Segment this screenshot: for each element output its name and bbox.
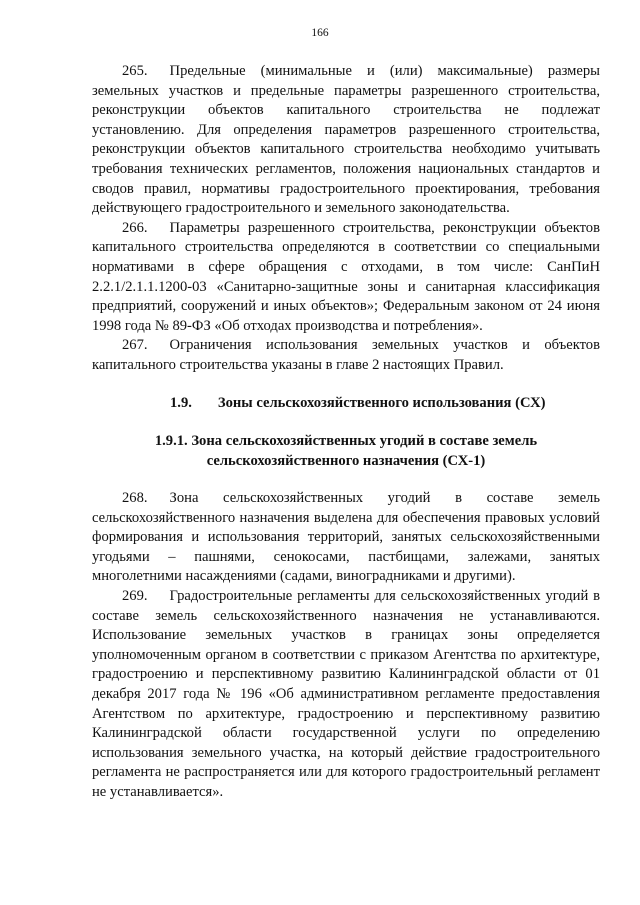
paragraph-number: 268. <box>122 490 148 507</box>
paragraph-268 <box>92 489 600 587</box>
page-number: 166 <box>311 27 329 39</box>
section-heading <box>92 394 600 414</box>
document-body <box>92 62 600 803</box>
paragraph-text: Ограничения использования земельных участков и объектов капитального строительства указаны в главе 2 настоящих Правил. <box>92 337 600 373</box>
paragraph-text: Зона сельскохозяйственных угодий в составе земель сельскохозяйственного назначения выделена для обеспечения правовых условий формирования и использования территорий, занятых сельскохозяйственными угодьями – пашнями, сенокосами, пастбищами, залежами, занятых многолетними насаждениями (садами, виноградниками и другими). <box>92 490 600 585</box>
section-number: 1.9. <box>170 394 192 411</box>
section-title: Зоны сельскохозяйственного использования (СХ) <box>217 394 546 411</box>
paragraph-number: 266. <box>122 219 148 236</box>
paragraph-number: 269. <box>122 588 148 605</box>
subsection-title-line-2: сельскохозяйственного назначения (СХ-1) <box>206 453 486 470</box>
paragraph-265 <box>92 62 600 219</box>
paragraph-267 <box>92 336 600 375</box>
paragraph-269 <box>92 587 600 803</box>
paragraph-number: 265. <box>122 63 148 79</box>
paragraph-number: 267. <box>122 337 148 354</box>
subsection-title-line-1: 1.9.1. Зона сельскохозяйственных угодий в составе земель <box>154 433 538 450</box>
paragraph-text: Предельные (минимальные и (или) максимальные) размеры земельных участков и предельные параметры разрешенного строительства, реконструкции объектов капитального строительства не подлежат установлению. Для определения параметров разрешенного строительства, реконструкции объектов капитального строительства необходимо учитывать требования технических регламентов, положения национальных стандартов и сводов правил, нормативы градостроительного проектирования, требования действующего градостроительного и земельного законодательства. <box>92 63 600 217</box>
paragraph-text: Параметры разрешенного строительства, реконструкции объектов капитального строительства определяются в соответствии со специальными нормативами в сфере обращения с отходами, в том числе: СанПиН 2.2.1/2.1.1.1200-03 «Санитарно-защитные зоны и санитарная классификация предприятий, сооружений и иных объектов»; Федеральным законом от 24 июня 1998 года № 89-ФЗ «Об отходах производства и потребления». <box>92 219 600 334</box>
subsection-heading <box>92 431 600 471</box>
paragraph-text: Градостроительные регламенты для сельскохозяйственных угодий в составе земель сельскохозяйственного назначения не устанавливаются. Использование земельных участков в границах зоны определяется уполномоченным органом в соответствии с приказом Агентства по архитектуре, градостроению и перспективному развитию Калининградской области от 01 декабря 2017 года № 196 «Об административном регламенте предоставления Агентством по архитектуре, градостроению и перспективному развитию Калининградской области государственной услуги по определению использования земельного участка, на который действие градостроительного регламента не распространяется или для которого градостроительный регламент не устанавливается». <box>92 588 600 800</box>
paragraph-266 <box>92 219 600 337</box>
